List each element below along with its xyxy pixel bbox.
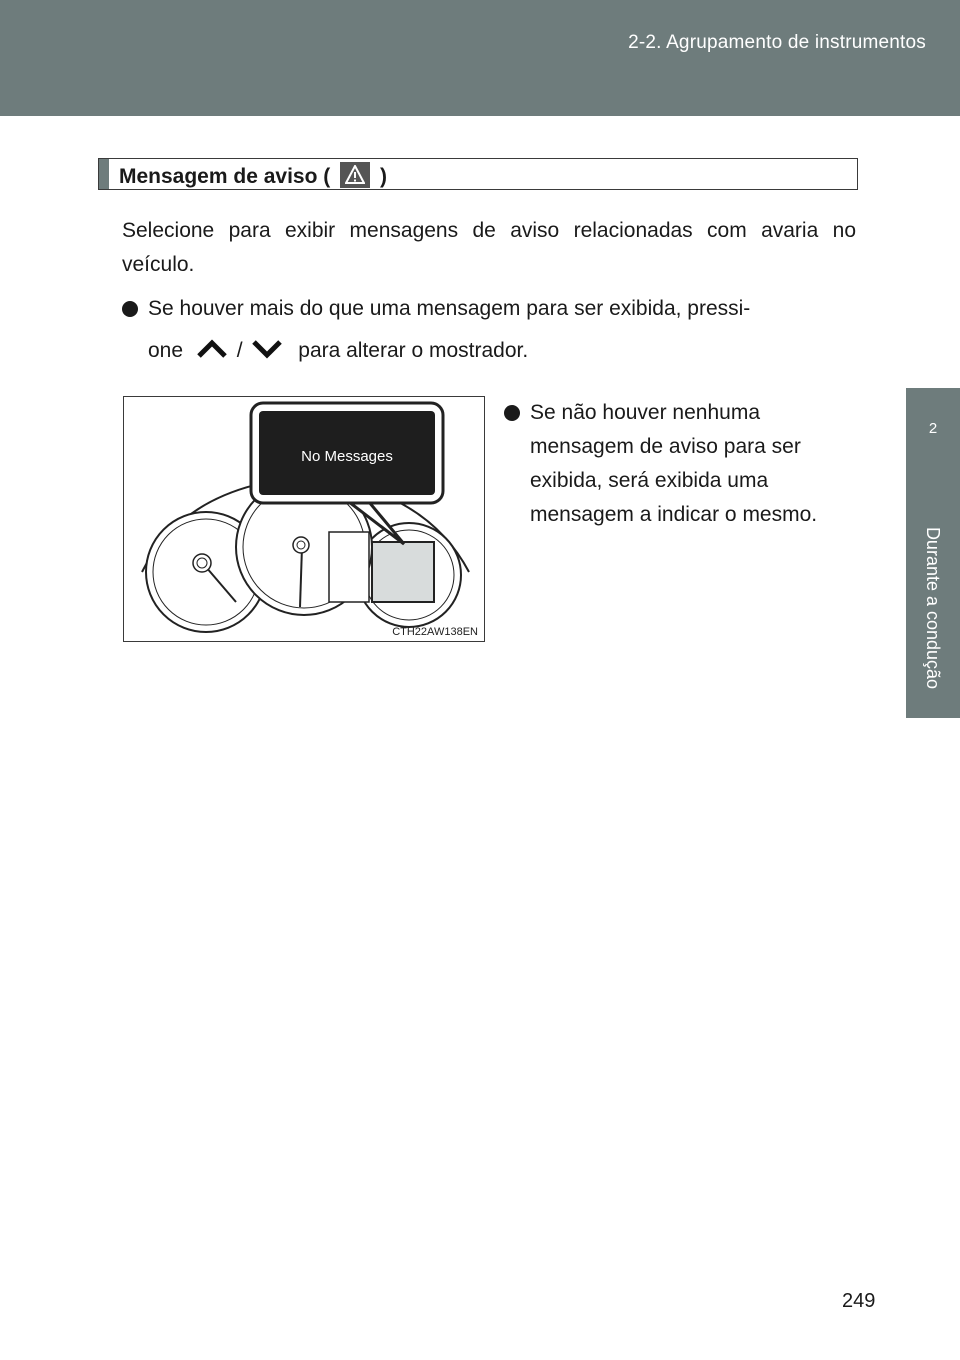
bullet-dot	[122, 301, 138, 317]
page-header	[0, 0, 960, 116]
page-number: 249	[842, 1290, 876, 1312]
chapter-tab	[906, 388, 960, 718]
chapter-label: Durante a condução	[923, 526, 943, 690]
section-heading-bar	[99, 159, 109, 189]
bullet-no-messages	[504, 396, 864, 536]
bullet1-line2	[148, 334, 528, 370]
display-message: No Messages	[301, 448, 393, 465]
intro-paragraph: Selecione para exibir mensagens de aviso relacionadas com avaria no veículo.	[122, 219, 856, 276]
instrument-cluster-figure	[123, 396, 485, 642]
header-section-title: 2-2. Agrupamento de instrumentos	[628, 32, 926, 53]
bullet-multiple-messages	[122, 292, 862, 372]
section-title	[119, 162, 387, 189]
chapter-number: 2	[928, 420, 938, 437]
bullet1-suffix: para alterar o mostrador.	[298, 339, 529, 362]
figure-code: CTH22AW138EN	[392, 626, 478, 638]
warning-triangle-icon	[340, 162, 370, 188]
section-title-text: Mensagem de aviso (	[119, 165, 331, 188]
bullet-dot	[504, 405, 520, 421]
section-title-close: )	[379, 165, 387, 188]
instrument-cluster-illustration	[124, 397, 483, 640]
chevron-down-icon	[248, 336, 292, 370]
bullet2-text: Se não houver nenhuma mensagem de aviso para ser exibida, será exibida uma mensagem a indicar o mesmo.	[530, 401, 818, 526]
bullet1-separator: /	[236, 339, 243, 362]
section-heading	[98, 158, 858, 190]
chevron-up-icon	[189, 336, 231, 370]
bullet1-line1: Se houver mais do que uma mensagem para ser exibida, pressi-	[148, 297, 751, 320]
bullet1-prefix: one	[148, 339, 184, 362]
